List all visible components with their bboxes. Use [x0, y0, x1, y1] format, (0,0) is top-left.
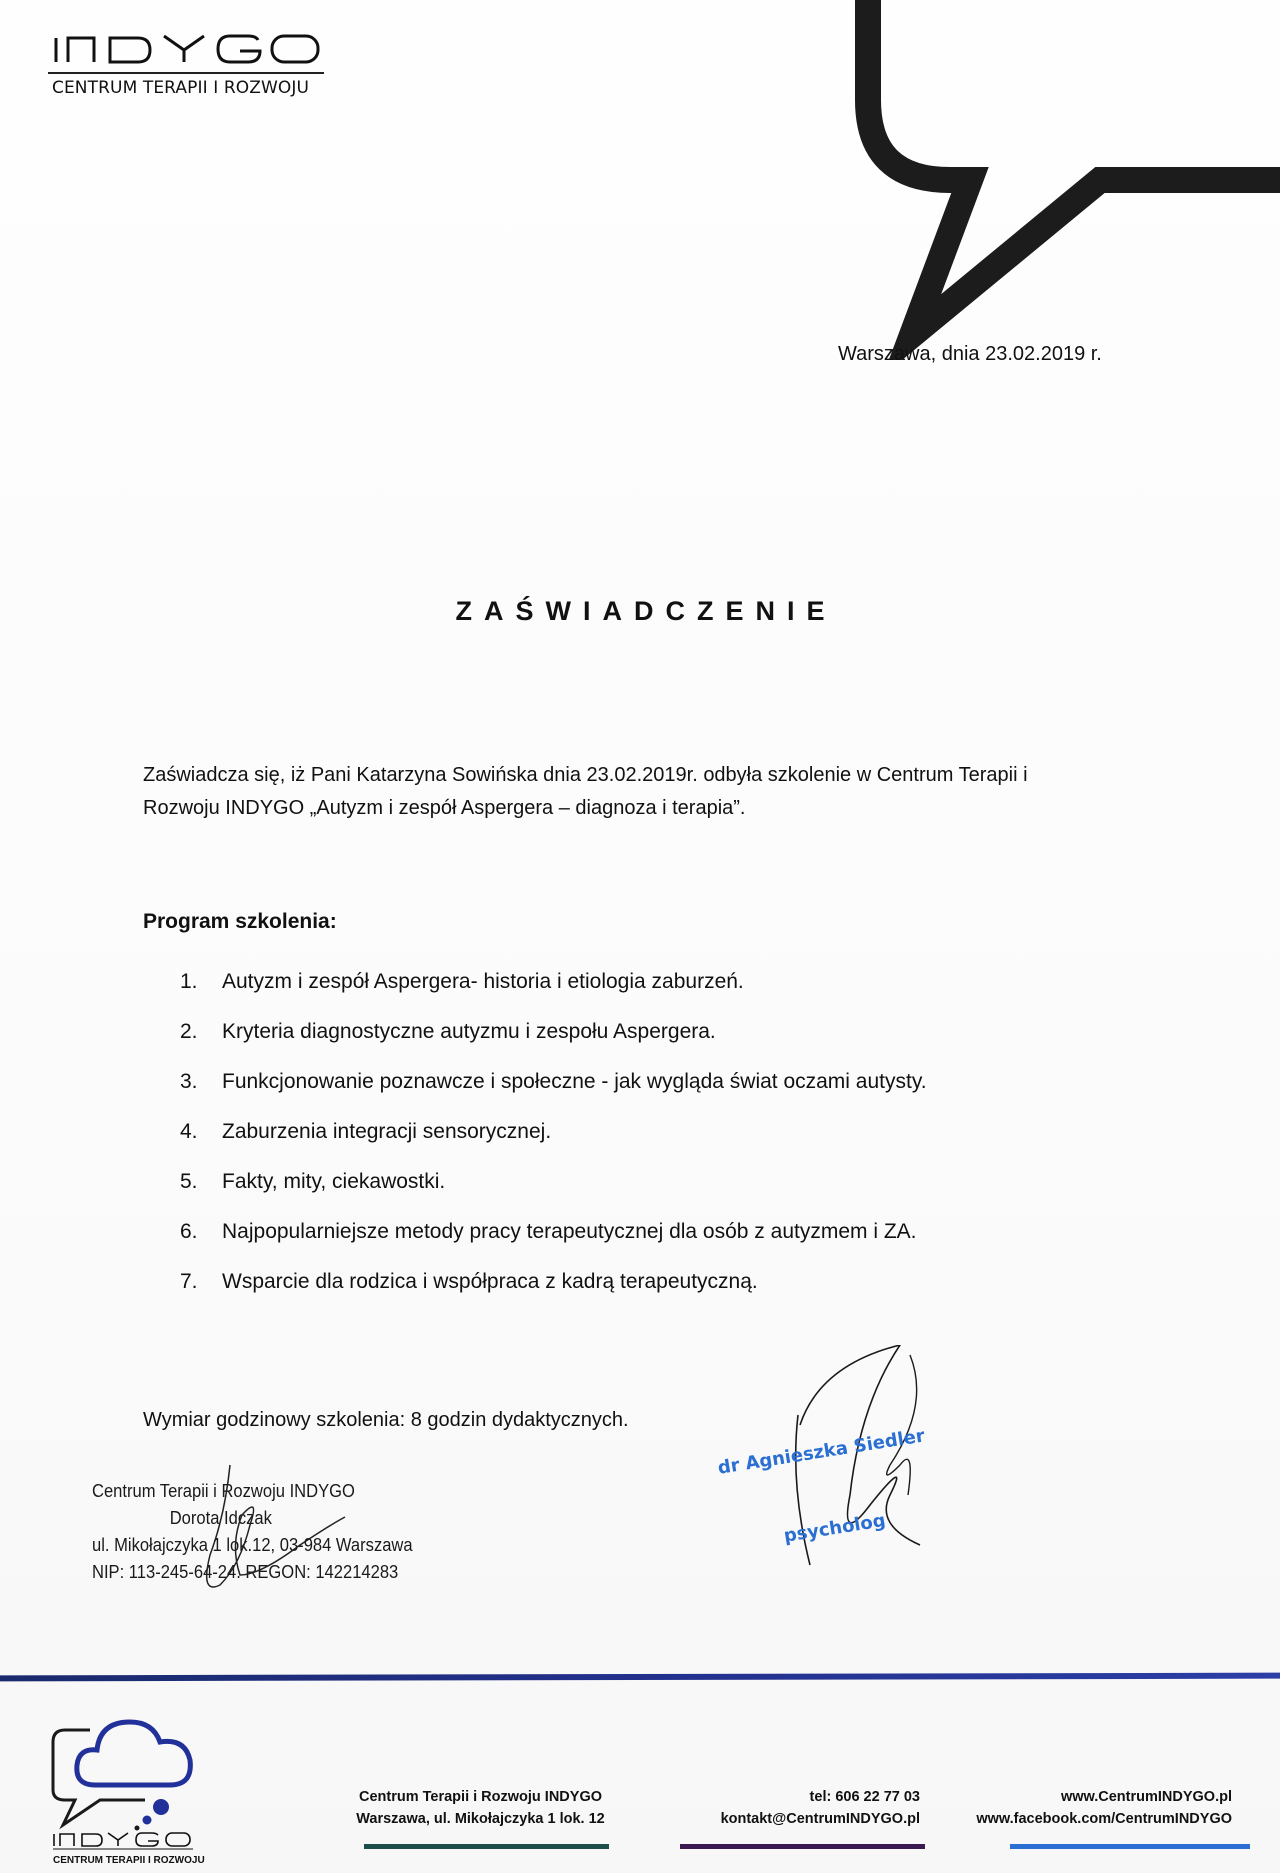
- program-item: [180, 1020, 1080, 1070]
- program-item-text: Kryteria diagnostyczne autyzmu i zespołu Aspergera.: [222, 1020, 716, 1043]
- footer-website-link[interactable]: www.CentrumINDYGO.pl: [1060, 1789, 1232, 1805]
- footer-address: [352, 1786, 609, 1849]
- footer-bar-web: [1010, 1844, 1250, 1849]
- document-title: ZAŚWIADCZENIE: [455, 596, 837, 626]
- program-item: [180, 1220, 1080, 1270]
- program-list: [180, 970, 1080, 1320]
- stamp-org-name: Centrum Terapii i Rozwoju INDYGO: [92, 1481, 355, 1501]
- program-item: [180, 1170, 1080, 1220]
- footer-email[interactable]: kontakt@CentrumINDYGO.pl: [720, 1811, 920, 1827]
- speech-bubble-decoration: [850, 0, 1280, 360]
- program-item-text: Fakty, mity, ciekawostki.: [222, 1170, 446, 1193]
- program-item-number: 4.: [180, 1120, 198, 1143]
- program-item-number: 6.: [180, 1220, 198, 1243]
- footer-web: [960, 1786, 1232, 1849]
- footer-facebook-link[interactable]: www.facebook.com/CentrumINDYGO: [976, 1811, 1232, 1827]
- program-item-number: 2.: [180, 1020, 198, 1043]
- program-item: [180, 1120, 1080, 1170]
- program-item-text: Najpopularniejsze metody pracy terapeutycznej dla osób z autyzmem i ZA.: [222, 1220, 917, 1243]
- stamp-psychologist-role: psycholog: [782, 1510, 887, 1547]
- signature-left: [170, 1455, 350, 1605]
- statement-line-1: Zaświadcza się, iż Pani Katarzyna Sowińska dnia 23.02.2019r. odbyła szkolenie w Centrum Terapii i: [143, 764, 1028, 786]
- stamp-person-name: Dorota Idczak: [169, 1508, 272, 1528]
- footer-logo-tagline: CENTRUM TERAPII I ROZWOJU: [53, 1855, 205, 1866]
- footer-address-line-1: Centrum Terapii i Rozwoju INDYGO: [358, 1789, 603, 1805]
- footer-bar-contact: [680, 1844, 925, 1849]
- footer-bar-address: [364, 1844, 609, 1849]
- program-item-number: 5.: [180, 1170, 198, 1193]
- program-item-text: Wsparcie dla rodzica i współpraca z kadrą terapeutyczną.: [222, 1270, 758, 1293]
- program-item-text: Zaburzenia integracji sensorycznej.: [222, 1120, 552, 1143]
- program-item-text: Funkcjonowanie poznawcze i społeczne - jak wygląda świat oczami autysty.: [222, 1070, 927, 1093]
- stamp-tax-ids: NIP: 113-245-64-24. REGON: 142214283: [92, 1562, 399, 1582]
- cloud-speech-icon: [45, 1700, 220, 1850]
- psychologist-stamp: [716, 1425, 978, 1568]
- footer-phone[interactable]: tel: 606 22 77 03: [809, 1789, 920, 1805]
- footer-logo: [45, 1700, 220, 1870]
- program-item: [180, 1270, 1080, 1320]
- stamp-address: ul. Mikołajczyka 1 lok.12, 03-984 Warszawa: [92, 1535, 413, 1555]
- program-item-number: 1.: [180, 970, 198, 993]
- indygo-wordmark-logo: [42, 30, 322, 66]
- training-hours: Wymiar godzinowy szkolenia: 8 godzin dydaktycznych.: [143, 1409, 629, 1431]
- footer-address-line-2: Warszawa, ul. Mikołajczyka 1 lok. 12: [356, 1811, 605, 1827]
- program-item: [180, 1070, 1080, 1120]
- footer-contact: [705, 1786, 920, 1849]
- header-logo: [42, 30, 330, 98]
- program-heading: Program szkolenia:: [143, 910, 337, 933]
- program-item-text: Autyzm i zespół Aspergera- historia i etiologia zaburzeń.: [222, 970, 744, 993]
- program-item-number: 7.: [180, 1270, 198, 1293]
- logo-tagline: CENTRUM TERAPII I ROZWOJU: [52, 78, 310, 98]
- program-item: [180, 970, 1080, 1020]
- program-item-number: 3.: [180, 1070, 198, 1093]
- date-line: Warszawa, dnia 23.02.2019 r.: [838, 343, 1102, 365]
- statement-line-2: Rozwoju INDYGO „Autyzm i zespół Aspergera – diagnoza i terapia”.: [143, 797, 746, 819]
- stamp-psychologist-name: dr Agnieszka Siedler: [716, 1425, 927, 1479]
- certificate-statement: [143, 759, 1143, 825]
- logo-divider: [48, 72, 324, 74]
